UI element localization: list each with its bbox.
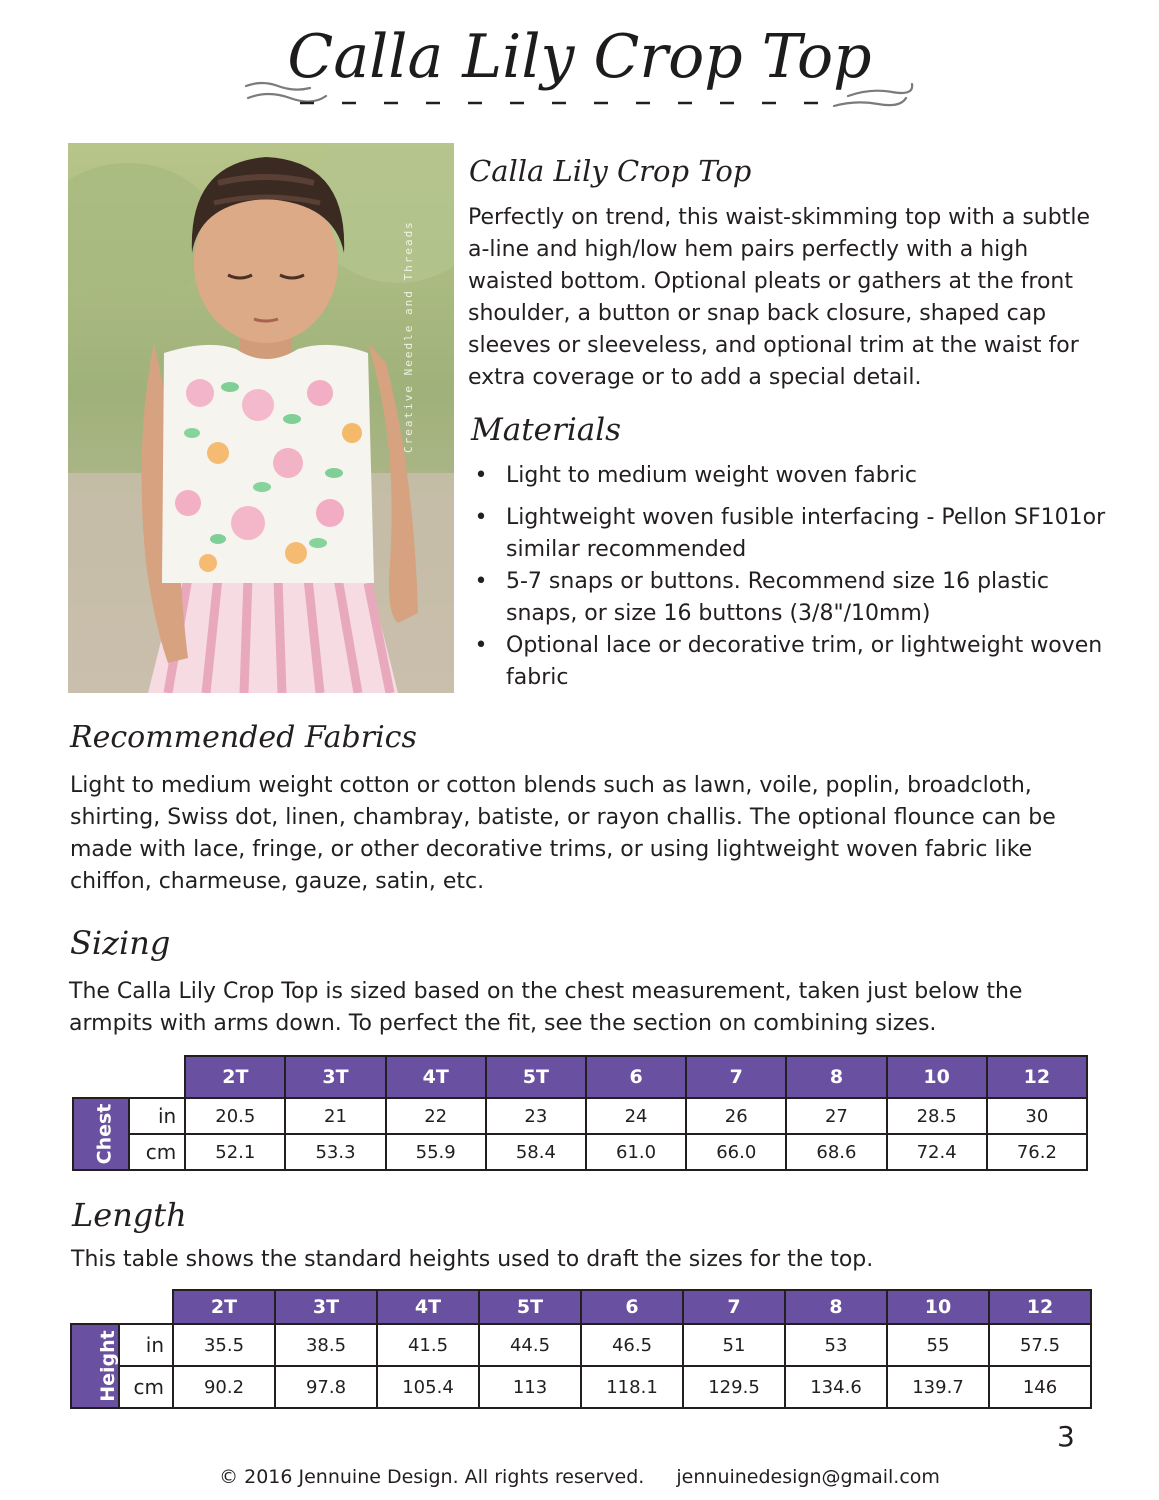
table-cell: 38.5 xyxy=(275,1324,377,1366)
sizing-heading: Sizing xyxy=(70,924,171,962)
bullet-marker: • xyxy=(474,505,488,530)
list-item-text: 5-7 snaps or buttons. Recommend size 16 plastic snaps, or size 16 buttons (3/8"/10mm) xyxy=(506,569,1049,626)
bullet-marker: • xyxy=(474,633,488,658)
table-cell: 52.1 xyxy=(185,1134,285,1170)
table-cell: 26 xyxy=(686,1098,786,1134)
table-cell: 139.7 xyxy=(887,1366,989,1408)
table-cell: 53.3 xyxy=(285,1134,385,1170)
intro-heading: Calla Lily Crop Top xyxy=(469,154,752,188)
table-cell: 51 xyxy=(683,1324,785,1366)
size-header: 2T xyxy=(173,1290,275,1324)
intro-paragraph: Perfectly on trend, this waist-skimming top with a subtle a-line and high/low hem pairs perfectly with a high waisted bottom. Optional pleats or gathers at the front shoulder, a button or snap back closure, shaped cap sleeves or sleeveless, and optional trim at the waist for extra coverage or to add a special detail. xyxy=(468,205,1090,390)
table-cell: 134.6 xyxy=(785,1366,887,1408)
page-title: Calla Lily Crop Top xyxy=(287,22,872,92)
table-cell: 22 xyxy=(386,1098,486,1134)
footer-copyright: © 2016 Jennuine Design. All rights reserved. xyxy=(219,1466,645,1488)
table-cell: 66.0 xyxy=(686,1134,786,1170)
materials-list xyxy=(474,460,1114,694)
product-photo xyxy=(68,143,454,693)
table-row xyxy=(71,1324,1091,1366)
title-flourish-decoration xyxy=(244,76,914,116)
list-item xyxy=(474,460,1114,492)
table-corner xyxy=(73,1056,185,1098)
table-cell: 35.5 xyxy=(173,1324,275,1366)
unit-label: cm xyxy=(119,1366,173,1408)
table-cell: 58.4 xyxy=(486,1134,586,1170)
table-cell: 24 xyxy=(586,1098,686,1134)
table-corner xyxy=(71,1290,173,1324)
size-header: 4T xyxy=(377,1290,479,1324)
size-header: 3T xyxy=(285,1056,385,1098)
height-side-label: Height xyxy=(71,1324,119,1408)
size-header: 12 xyxy=(987,1056,1087,1098)
size-header: 3T xyxy=(275,1290,377,1324)
table-row xyxy=(73,1098,1087,1134)
bullet-marker: • xyxy=(474,463,488,488)
size-header: 7 xyxy=(686,1056,786,1098)
table-cell: 97.8 xyxy=(275,1366,377,1408)
table-cell: 68.6 xyxy=(786,1134,886,1170)
size-header: 6 xyxy=(581,1290,683,1324)
table-header-row xyxy=(73,1056,1087,1098)
table-cell: 57.5 xyxy=(989,1324,1091,1366)
chest-side-label: Chest xyxy=(73,1098,129,1170)
table-cell: 55.9 xyxy=(386,1134,486,1170)
table-cell: 41.5 xyxy=(377,1324,479,1366)
table-cell: 105.4 xyxy=(377,1366,479,1408)
unit-label: cm xyxy=(129,1134,185,1170)
table-cell: 76.2 xyxy=(987,1134,1087,1170)
table-cell: 53 xyxy=(785,1324,887,1366)
footer-email-link[interactable]: jennuinedesign@gmail.com xyxy=(676,1466,940,1488)
size-header: 5T xyxy=(479,1290,581,1324)
table-cell: 44.5 xyxy=(479,1324,581,1366)
sizing-paragraph: The Calla Lily Crop Top is sized based on the chest measurement, taken just below the armpits with arms down. To perfect the fit, see the section on combining sizes. xyxy=(69,979,1023,1036)
size-header: 8 xyxy=(786,1056,886,1098)
size-header: 10 xyxy=(887,1290,989,1324)
table-header-row xyxy=(71,1290,1091,1324)
table-cell: 61.0 xyxy=(586,1134,686,1170)
photo-watermark: Creative Needle and Threads xyxy=(402,220,415,453)
table-cell: 113 xyxy=(479,1366,581,1408)
table-cell: 30 xyxy=(987,1098,1087,1134)
table-cell: 46.5 xyxy=(581,1324,683,1366)
size-header: 7 xyxy=(683,1290,785,1324)
table-cell: 28.5 xyxy=(887,1098,987,1134)
table-cell: 90.2 xyxy=(173,1366,275,1408)
table-row xyxy=(71,1366,1091,1408)
table-cell: 118.1 xyxy=(581,1366,683,1408)
table-cell: 72.4 xyxy=(887,1134,987,1170)
page-number: 3 xyxy=(1057,1420,1075,1453)
table-cell: 129.5 xyxy=(683,1366,785,1408)
table-cell: 146 xyxy=(989,1366,1091,1408)
unit-label: in xyxy=(129,1098,185,1134)
length-heading: Length xyxy=(72,1196,187,1234)
table-cell: 27 xyxy=(786,1098,886,1134)
table-cell: 20.5 xyxy=(185,1098,285,1134)
size-header: 6 xyxy=(586,1056,686,1098)
size-header: 4T xyxy=(386,1056,486,1098)
length-paragraph: This table shows the standard heights used to draft the sizes for the top. xyxy=(71,1247,874,1272)
list-item xyxy=(474,566,1114,630)
list-item xyxy=(474,630,1114,694)
fabrics-paragraph: Light to medium weight cotton or cotton blends such as lawn, voile, poplin, broadcloth, shirting, Swiss dot, linen, chambray, batiste, or rayon challis. The optional flounce can be made with lace, fringe, or other decorative trims, or using lightweight woven fabric like chiffon, charmeuse, gauze, satin, etc. xyxy=(70,773,1056,894)
footer xyxy=(0,1466,1159,1488)
table-cell: 21 xyxy=(285,1098,385,1134)
table-cell: 55 xyxy=(887,1324,989,1366)
table-cell: 23 xyxy=(486,1098,586,1134)
list-item xyxy=(474,502,1114,566)
size-header: 12 xyxy=(989,1290,1091,1324)
materials-heading: Materials xyxy=(471,412,622,448)
table-row xyxy=(73,1134,1087,1170)
size-header: 5T xyxy=(486,1056,586,1098)
size-header: 2T xyxy=(185,1056,285,1098)
chest-size-table xyxy=(72,1055,1088,1171)
size-header: 8 xyxy=(785,1290,887,1324)
size-header: 10 xyxy=(887,1056,987,1098)
list-item-text: Lightweight woven fusible interfacing - Pellon SF101or similar recommended xyxy=(506,505,1106,562)
list-item-text: Optional lace or decorative trim, or lightweight woven fabric xyxy=(506,633,1103,690)
list-item-text: Light to medium weight woven fabric xyxy=(506,463,917,488)
fabrics-heading: Recommended Fabrics xyxy=(70,720,417,755)
height-size-table xyxy=(70,1289,1092,1409)
bullet-marker: • xyxy=(474,569,488,594)
unit-label: in xyxy=(119,1324,173,1366)
